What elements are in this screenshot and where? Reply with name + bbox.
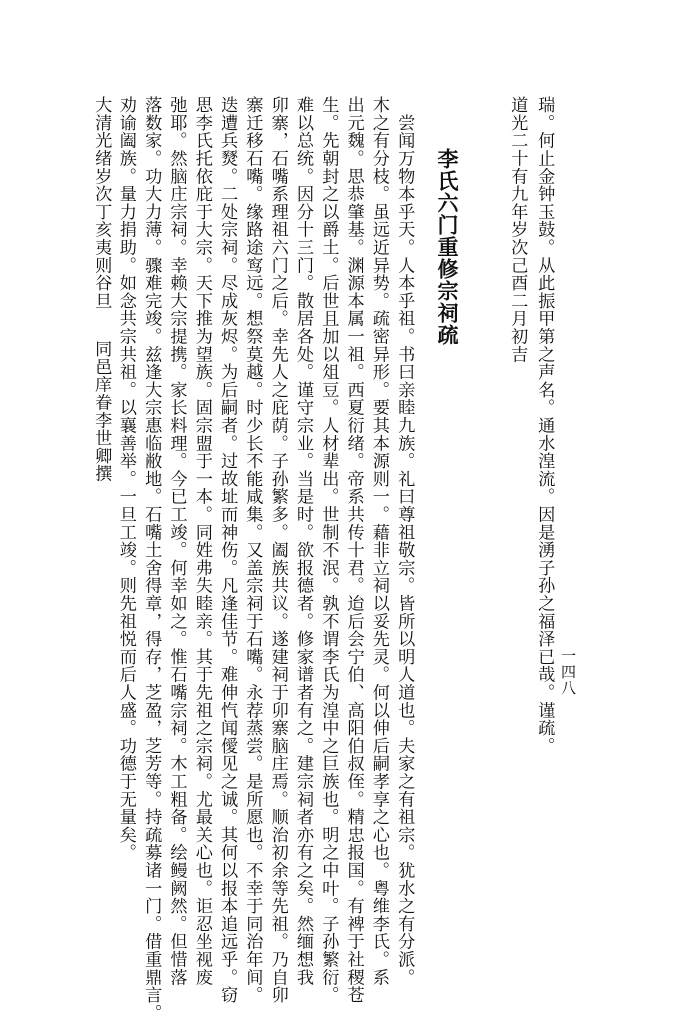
signature: 同邑庠眷李世卿撰 — [91, 340, 112, 483]
body-column: 出元魏。思恭肇基。渊源本属一祖。西夏衍绪。帝系共传十君。迨后会宁伯、高阳伯叔侄。精忠报国。有裨于社稷苍 — [343, 96, 364, 1004]
date-line: 大清光绪岁次丁亥夷则谷旦 — [91, 96, 112, 310]
body-column: 寨迁移石嘴。缘路途窎远。想祭莫越。时少长不能咸集。又盖宗祠于石嘴。永荐蒸尝。是所愿也。不幸于同治年间。 — [242, 96, 263, 1004]
body-column: 思李氏托依庇于大宗。天下推为望族。固宗盟于一本。同姓弗失睦亲。其于先祖之宗祠。尤最关心也。讵忍坐视废 — [191, 96, 212, 986]
body-column: 生。先朝封之以爵土。后世且加以俎豆。人材辈出。世制不泯。孰不谓李氏为湟中之巨族也。明之中叶。子孙繁衍。 — [318, 96, 339, 1004]
body-column: 难以总统。因分十三门。散居各处。谨守宗业。当是时。欲报德者。修家谱者有之。建宗祠者亦有之矣。然缅想我 — [293, 96, 313, 986]
previous-date-line: 道光二十有九年岁次己酉二月初吉 — [507, 96, 528, 363]
body-column: 卯寨，石嘴系理祖六门之后。幸先人之庇荫。子孙繁多。阖族共议。遂建祠于卯寨脑庄焉。顺治初余等先祖。乃自卯 — [267, 96, 288, 1004]
body-column: 尝闻万物本乎天。人本乎祖。书曰亲睦九族。礼曰尊祖敬宗。皆所以明人道也。夫家之有祖宗。犹水之有分派。 — [394, 96, 415, 986]
page-number: 一四八 — [559, 648, 577, 696]
body-column: 劝谕阖族。量力捐助。如念共宗共祖。以襄善举。一旦工竣。则先祖悦而后人盛。功德于无量矣。 — [115, 96, 136, 862]
body-column: 弛耶。然脑庄宗祠。幸赖大宗提携。家长料理。今已工竣。何幸如之。惟石嘴宗祠。木工粗备。绘鳗阙然。但惜落 — [166, 96, 187, 986]
body-column: 迭遭兵燹。二处宗祠。尽成灰烬。为后嗣者。过故址而神伤。凡逢佳节。难伸忾闻僾见之诚。其何以报本追远乎。窃 — [217, 96, 238, 1004]
previous-text-line: 瑞。何止金钟玉鼓。从此振甲第之声名。通水湟流。因是湧子孙之福泽已哉。谨疏。 — [534, 96, 555, 755]
body-column: 木之有分枝。虽远近异势。疏密异形。要其本源则一。藉非立祠以妥先灵。何以伸后嗣孝享之心也。粤维李氏。系 — [368, 96, 389, 986]
body-column: 落数家。功大力薄。骤难完竣。兹逢大宗惠临敝地。石嘴土舍得章，得存，芝盈，芝芳等。持疏募诸一门。借重鼎言。 — [141, 96, 162, 1022]
document-title: 李氏六门重修宗祠疏 — [435, 148, 459, 346]
